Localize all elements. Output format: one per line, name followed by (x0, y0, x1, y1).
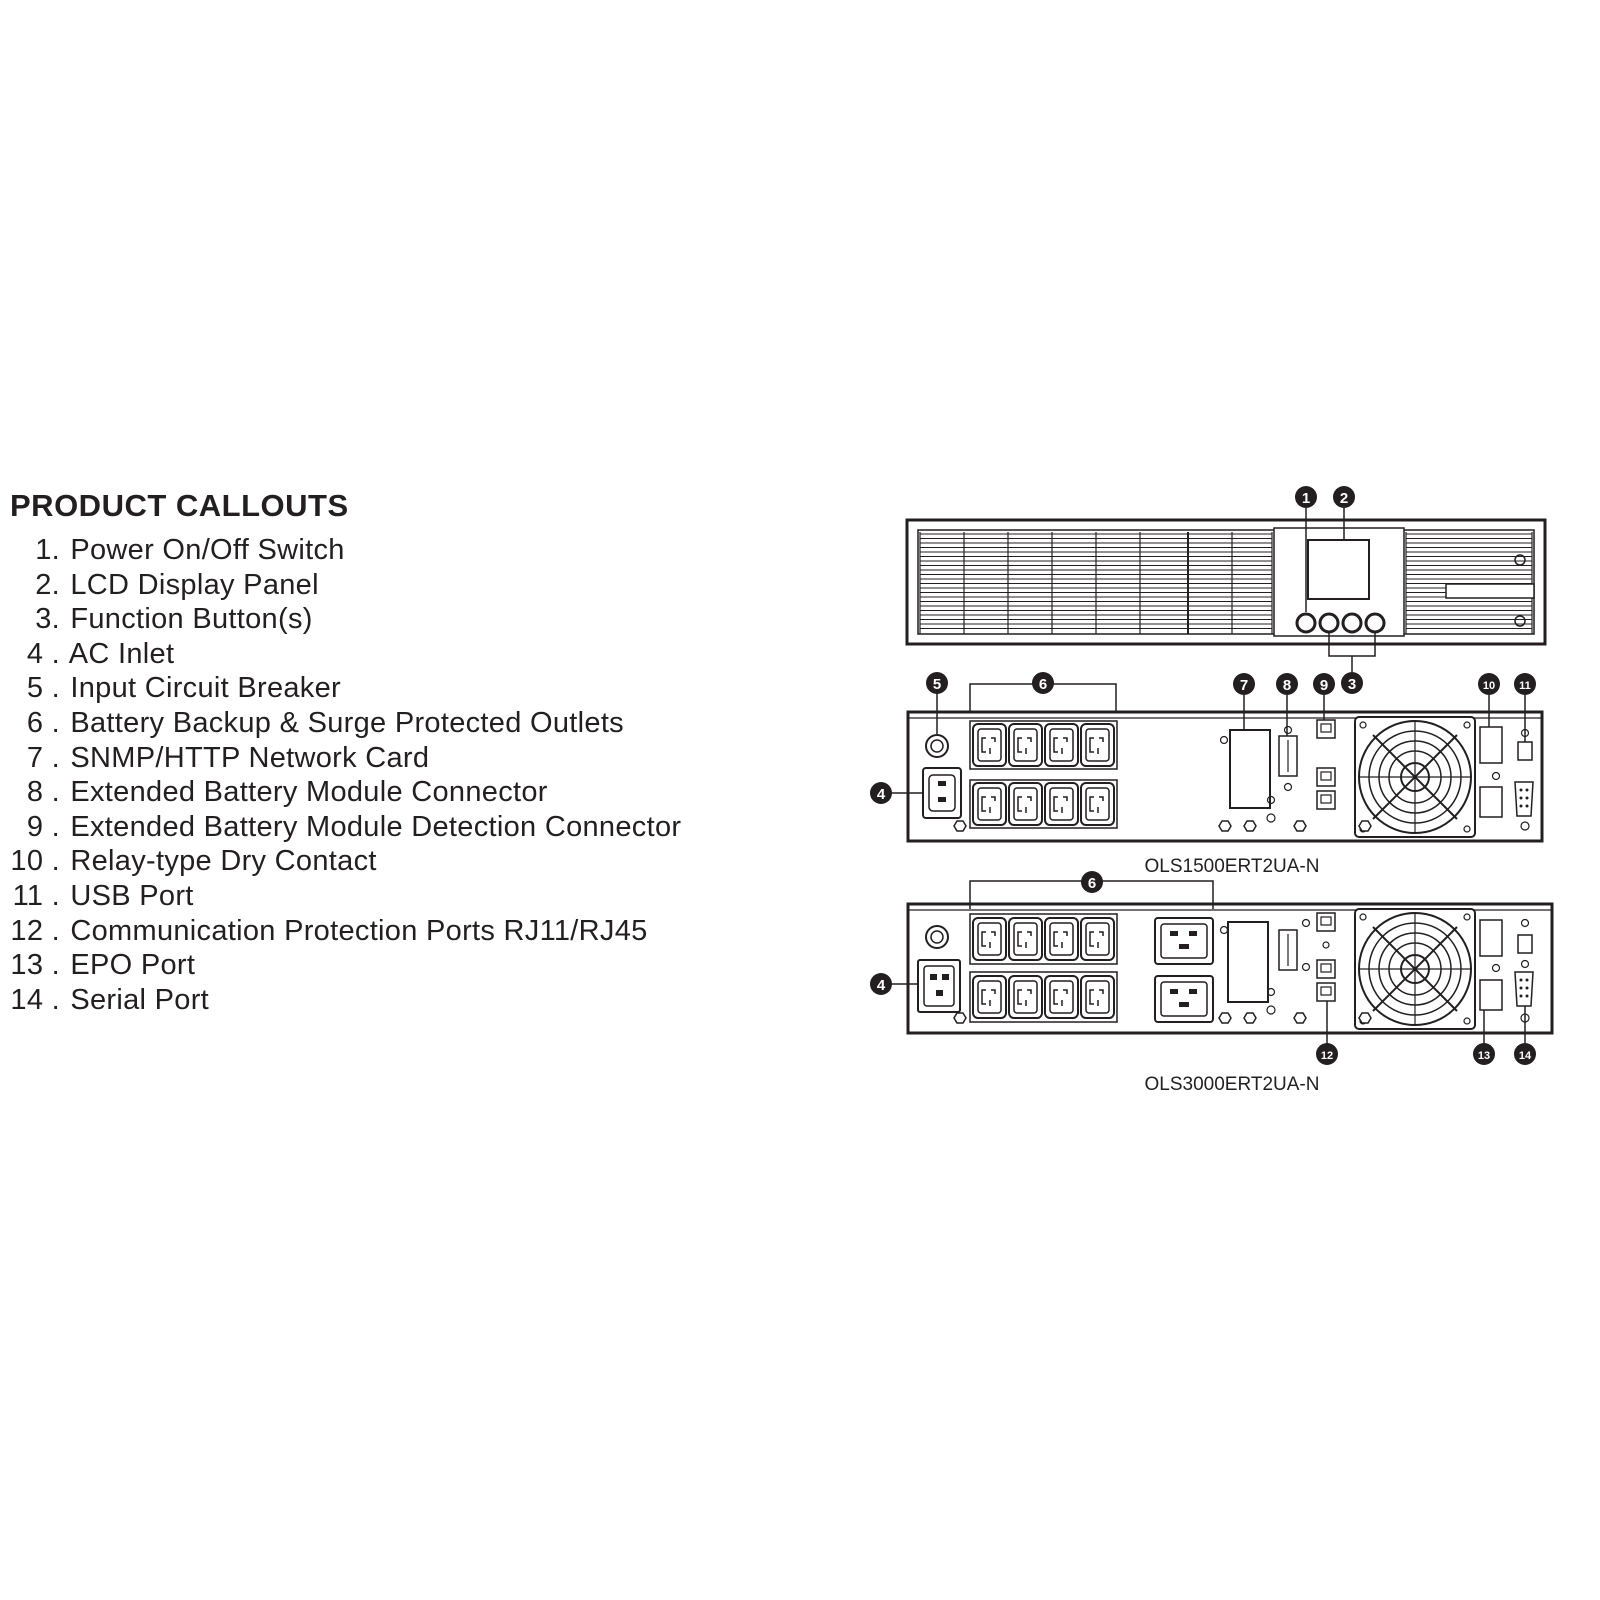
callout-number: 5 . (26, 672, 60, 705)
callout-item-4 (10, 637, 681, 672)
callout-label: EPO Port (70, 949, 196, 982)
callout-label: Communication Protection Ports RJ11/RJ45 (70, 914, 648, 947)
callout-number: 7 . (26, 741, 60, 774)
callout-marker-12: 12 (1320, 1050, 1334, 1062)
callout-item-2 (10, 568, 681, 603)
callout-label: AC Inlet (68, 637, 175, 670)
callout-marker-6: 6 (1038, 676, 1048, 693)
callout-item-3 (10, 602, 681, 637)
usb-port (1518, 935, 1532, 953)
epo-port (1480, 980, 1502, 1010)
callout-label: Serial Port (70, 983, 210, 1016)
callouts-title: PRODUCT CALLOUTS (10, 488, 349, 523)
callout-item-5 (10, 671, 681, 706)
callout-marker-3: 3 (1347, 676, 1357, 693)
usb-port (1518, 742, 1532, 760)
callout-item-13 (10, 948, 681, 983)
callout-number: 6 . (26, 706, 60, 739)
model-label-1500: OLS1500ERT2UA-N (1144, 856, 1320, 877)
dry-contact (1480, 727, 1502, 763)
callout-label: SNMP/HTTP Network Card (70, 741, 430, 774)
callout-number: 2. (35, 568, 60, 601)
function-button (1366, 614, 1384, 632)
circuit-breaker-icon (926, 926, 948, 948)
callout-number: 12 . (10, 914, 60, 947)
callout-item-1 (10, 533, 681, 568)
callout-marker-6: 6 (1087, 875, 1097, 892)
callout-label: Function Button(s) (70, 603, 313, 636)
callout-label: Relay-type Dry Contact (70, 845, 377, 878)
callout-item-12 (10, 914, 681, 949)
callout-label: USB Port (70, 879, 194, 912)
rear-panel-3000 (891, 881, 1552, 1045)
callout-item-6 (10, 706, 681, 741)
model-label-3000: OLS3000ERT2UA-N (1144, 1074, 1320, 1095)
callout-number: 3. (35, 603, 60, 636)
callout-marker-7: 7 (1239, 677, 1249, 694)
lcd-display-panel (1308, 540, 1369, 599)
callout-marker-11: 11 (1519, 680, 1531, 692)
callout-label: Extended Battery Module Connector (70, 776, 548, 809)
callout-item-7 (10, 741, 681, 776)
callout-number: 4 . (26, 637, 60, 670)
callout-list (10, 533, 681, 1017)
callout-marker-13: 13 (1477, 1050, 1491, 1062)
callout-marker-8: 8 (1282, 677, 1292, 694)
function-button (1343, 614, 1361, 632)
callout-marker-5: 5 (932, 676, 942, 693)
callout-label: Input Circuit Breaker (70, 672, 341, 705)
callout-marker-2: 2 (1339, 490, 1349, 507)
callout-label: Battery Backup & Surge Protected Outlets (70, 706, 624, 739)
network-card-slot (1230, 730, 1270, 808)
callout-item-10 (10, 844, 681, 879)
ups-diagram (860, 480, 1600, 1120)
callout-item-8 (10, 775, 681, 810)
callout-number: 13 . (10, 949, 60, 982)
callout-number: 8 . (26, 776, 60, 809)
callout-marker-10: 10 (1482, 680, 1496, 692)
callout-marker-4: 4 (876, 786, 886, 803)
callout-item-14 (10, 983, 681, 1018)
callout-marker-9: 9 (1319, 677, 1329, 694)
callout-number: 1. (35, 534, 60, 566)
callout-item-11 (10, 879, 681, 914)
callout-item-9 (10, 810, 681, 845)
power-button (1297, 614, 1315, 632)
callout-number: 11 . (12, 879, 60, 912)
front-panel (907, 508, 1545, 672)
callout-number: 10 . (10, 845, 60, 878)
callout-label: LCD Display Panel (70, 568, 319, 601)
callout-number: 9 . (26, 810, 60, 843)
callout-label: Extended Battery Module Detection Connector (70, 810, 682, 843)
circuit-breaker-icon (926, 735, 948, 757)
callout-marker-1: 1 (1301, 490, 1311, 507)
rear-panel-1500 (891, 684, 1542, 841)
function-button (1320, 614, 1338, 632)
callout-marker-14: 14 (1518, 1050, 1532, 1062)
callout-marker-4: 4 (876, 977, 886, 994)
callout-number: 14 . (10, 983, 60, 1016)
callout-label: Power On/Off Switch (70, 534, 345, 566)
